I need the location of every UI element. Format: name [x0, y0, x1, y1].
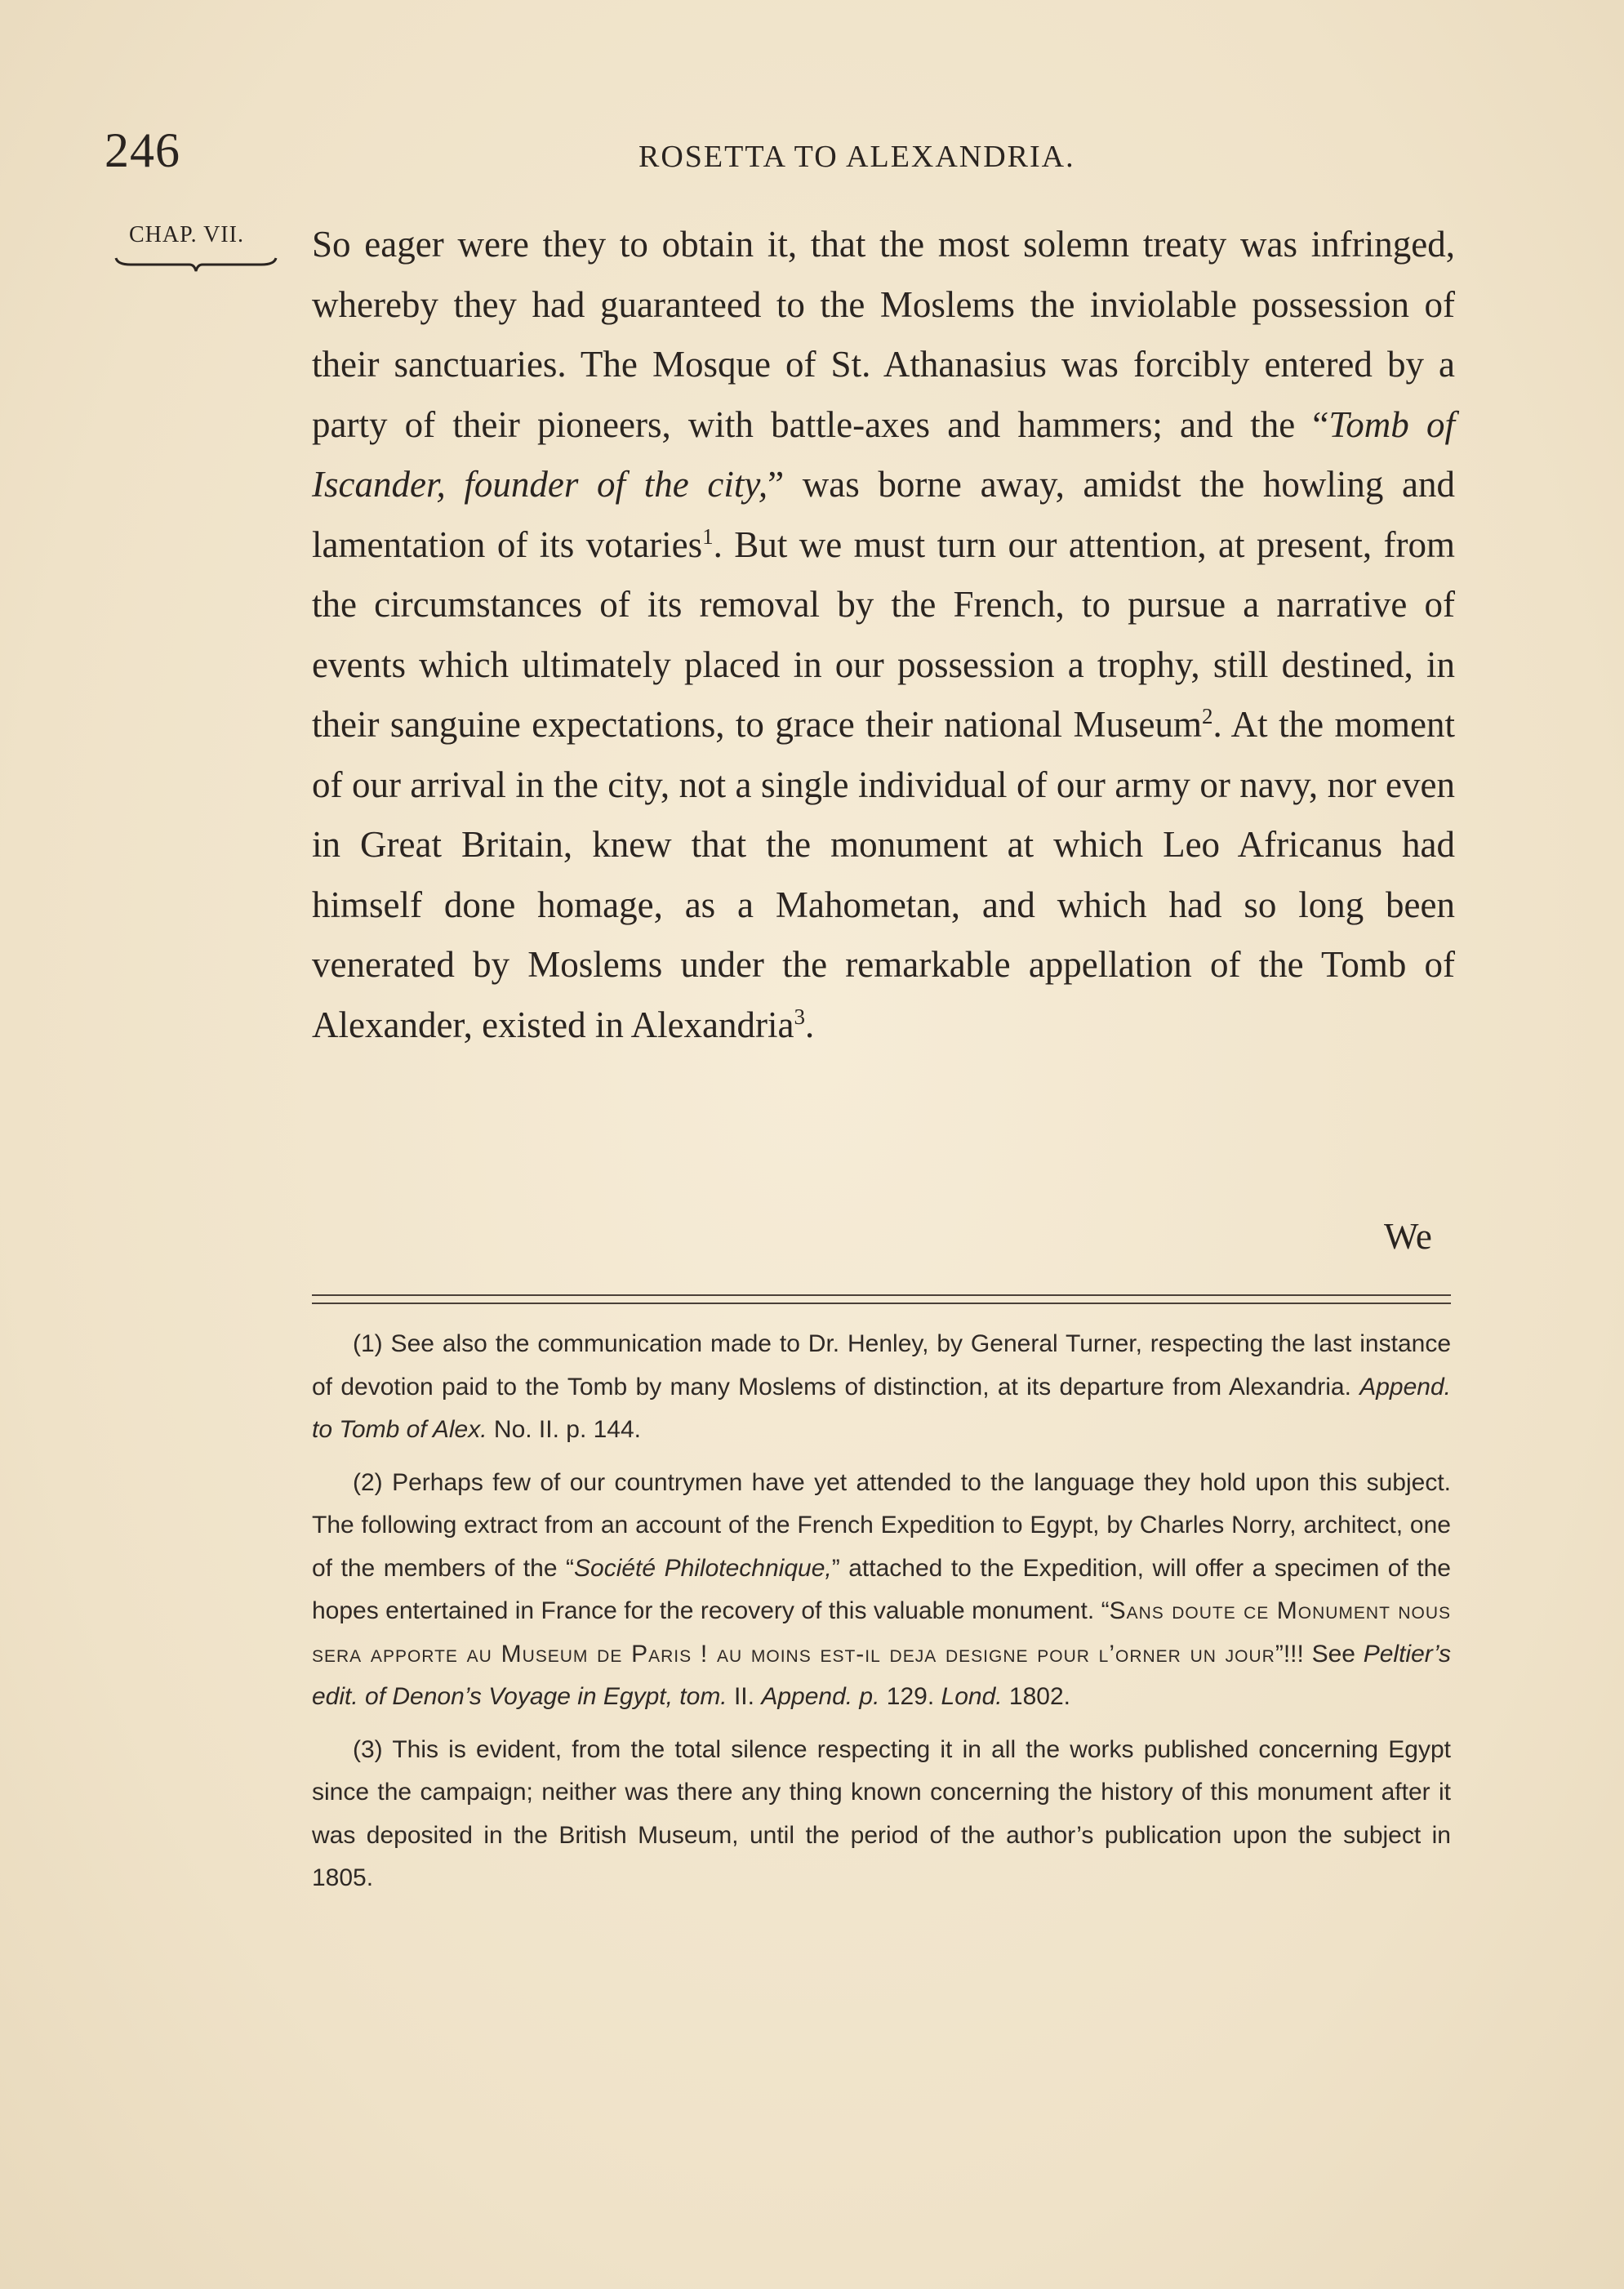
footnote-rule	[312, 1294, 1451, 1296]
catchword: We	[1384, 1216, 1432, 1257]
footnotes	[312, 1323, 1451, 1910]
french-quotation: Sans doute ce Monument nous sera apporte au Museum de Paris ! au moins est-il deja designe pour l’orner un jour	[312, 1597, 1451, 1668]
footnote-1: (1) See also the communication made to Dr. Henley, by General Turner, respecting the last instance of devotion paid to the Tomb by many Moslems of distinction, at its departure from Alexandria. Append. to Tomb of Alex. No. II. p. 144.	[312, 1330, 1451, 1443]
footnote-rule-double	[312, 1303, 1451, 1304]
quoted-tomb-title: Tomb of Iscander, founder of the city,	[312, 403, 1455, 505]
page-number: 246	[105, 123, 180, 177]
footnote-ref-3[interactable]: 3	[794, 1004, 805, 1029]
chapter-brace-ornament	[114, 255, 278, 274]
body-paragraph: So eager were they to obtain it, that the most solemn treaty was infringed, whereby they had guaranteed to the Moslems the inviolable possession of their sanctuaries. The Mosque of St. Athanasius was forcibly entered by a party of their pioneers, with battle-axes and hammers; and the “Tomb of Iscander, founder of the city,” was borne away, amidst the howling and lamentation of its votaries$^1$. But we must turn our attention, at present, from the circumstances of its removal by the French, to pursue a narrative of events which ultimately placed in our possession a trophy, still destined, in their sanguine expectations, to grace their national Museum$^2$. At the moment of our arrival in the city, not a single individual of our army or navy, nor even in Great Britain, knew that the monument at which Leo Africanus had himself done homage, as a Mahometan, and which had so long been venerated by Moslems under the remarkable appellation of the Tomb of Alexander, existed in Alexandria$^3$.	[312, 224, 1455, 1045]
footnote-3: (3) This is evident, from the total silence respecting it in all the works published concerning Egypt since the campaign; neither was there any thing known concerning the history of this monument after it was deposited in the British Museum, until the period of the author’s publication upon the subject in 1805.	[312, 1735, 1451, 1891]
chapter-label: CHAP. VII.	[129, 222, 244, 247]
footnote-ref-1[interactable]: 1	[702, 523, 714, 549]
footnote-2: (2) Perhaps few of our countrymen have yet attended to the language they hold upon this subject. The following extract from an account of the French Expedition to Egypt, by Charles Norry, architect, one of the members of the “Société Philotechnique,” attached to the Expedition, will offer a specimen of the hopes entertained in France for the recovery of this valuable monument. “Sans doute ce Monument nous sera apporte au Museum de Paris ! au moins est-il deja designe pour l’orner un jour”!!! See Peltier’s edit. of Denon’s Voyage in Egypt, tom. II. Append. p. 129. Lond. 1802.	[312, 1468, 1451, 1710]
running-title: ROSETTA TO ALEXANDRIA.	[638, 140, 1075, 174]
body-text	[312, 215, 1455, 1055]
footnote-ref-2[interactable]: 2	[1201, 704, 1213, 728]
